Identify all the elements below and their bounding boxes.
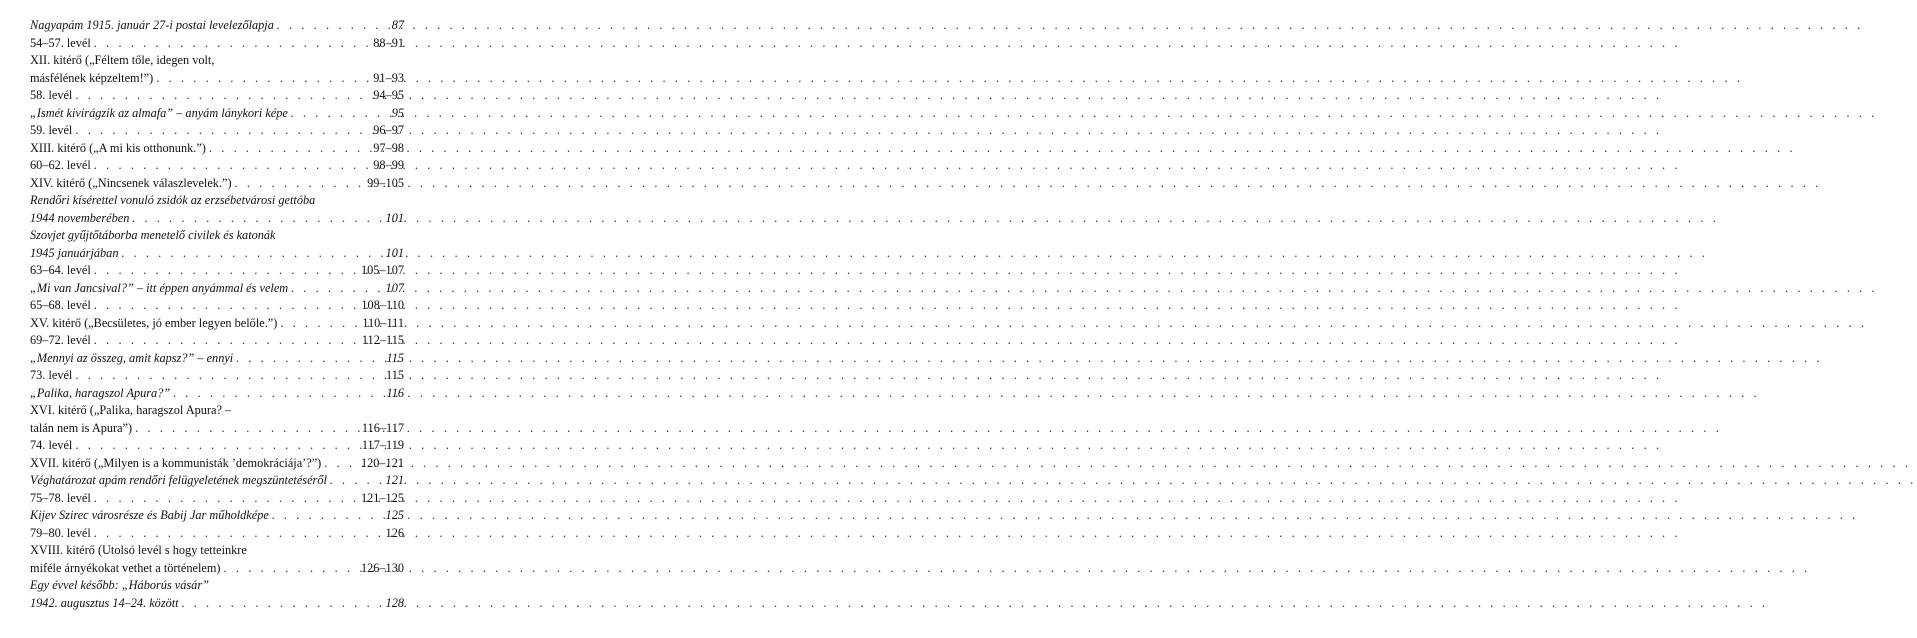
dot-leader [173, 385, 383, 403]
toc-entry-line [30, 560, 404, 578]
toc-entry-line [30, 420, 404, 438]
dot-leader [121, 245, 382, 263]
toc-entry [30, 525, 404, 543]
toc-page-number: 126–130 [360, 560, 404, 575]
toc-entry [30, 262, 404, 280]
toc-entry-title: 54–57. levél [30, 35, 91, 50]
toc-page-number: 108–110 [361, 298, 404, 312]
dot-leader [75, 122, 370, 140]
toc-entry-title: Szovjet gyűjtőtáborba menetelő civilek és katonák [30, 228, 276, 242]
toc-entry-line [30, 542, 404, 560]
toc-page-number: 128 [385, 595, 404, 610]
toc-page-number: 101 [385, 210, 404, 225]
toc-entry [30, 315, 404, 333]
dot-leader [94, 297, 359, 315]
dot-leader [330, 472, 383, 490]
toc-entry [30, 122, 404, 140]
toc-page-number: 120–121 [360, 455, 404, 470]
dot-leader [277, 17, 389, 35]
table-of-contents [30, 17, 404, 612]
toc-entry [30, 17, 404, 35]
toc-page-number: 101 [385, 245, 404, 260]
toc-entry [30, 507, 404, 525]
toc-entry [30, 367, 404, 385]
toc-page-number: 105–107 [360, 263, 404, 277]
toc-page-number: 125 [385, 508, 404, 522]
toc-page-number: 112–115 [361, 333, 404, 347]
toc-page-number: 116–117 [361, 420, 404, 435]
toc-entry-title: Rendőri kísérettel vonuló zsidók az erzsébetvárosi gettóba [30, 193, 316, 207]
toc-entry-title: 69–72. levél [30, 333, 91, 347]
dot-leader [236, 350, 383, 368]
toc-entry [30, 350, 404, 368]
toc-page-number: 87 [391, 18, 404, 32]
toc-entry-title: XII. kitérő („Féltem tőle, idegen volt, [30, 53, 215, 67]
toc-page-number: 107 [385, 280, 404, 295]
dot-leader [75, 367, 383, 385]
toc-entry-title: 79–80. levél [30, 525, 91, 540]
toc-entry [30, 297, 404, 315]
toc-entry [30, 87, 404, 105]
toc-page-number: 94–95 [373, 88, 404, 102]
toc-entry-title: 65–68. levél [30, 298, 91, 312]
toc-entry-title: 1945 januárjában [30, 245, 119, 260]
toc-entry-line [30, 210, 404, 228]
dot-leader [324, 455, 358, 473]
dot-leader [135, 420, 359, 438]
toc-page-number: 98–99 [373, 158, 404, 172]
toc-entry-title: 58. levél [30, 88, 73, 102]
toc-entry-title: 1942. augusztus 14–24. között [30, 595, 179, 610]
toc-entry-line [30, 245, 404, 263]
toc-entry [30, 175, 404, 193]
toc-page-number: 95 [391, 105, 404, 120]
dot-leader [291, 105, 389, 123]
dot-leader [75, 87, 370, 105]
dot-leader [235, 175, 365, 193]
toc-entry-line [30, 402, 404, 420]
toc-entry-line [30, 70, 404, 88]
toc-entry-title: XVI. kitérő („Palika, haragszol Apura? – [30, 403, 232, 417]
toc-page-number: 117–119 [361, 438, 404, 452]
toc-entry [30, 140, 404, 158]
dot-leader [156, 70, 370, 88]
toc-entry [30, 437, 404, 455]
toc-page-number: 96–97 [373, 123, 404, 137]
dot-leader [94, 262, 358, 280]
toc-entry-title: 59. levél [30, 123, 73, 137]
toc-entry-title: másfélének képzeltem!”) [30, 70, 154, 85]
dot-leader [209, 140, 370, 158]
toc-entry-title: Egy évvel később: „Háborús vásár” [30, 578, 209, 592]
toc-page-number: 91–93 [373, 70, 404, 85]
dot-leader [94, 332, 359, 350]
toc-entry-title: Véghatározat apám rendőri felügyeletének megszüntetéséről [30, 473, 327, 487]
toc-page-number: 115 [386, 368, 404, 382]
toc-entry-title: 60–62. levél [30, 158, 91, 172]
toc-entry-line [30, 227, 404, 245]
toc-page-number: 110–111 [362, 315, 404, 330]
toc-entry-title: XIV. kitérő („Nincsenek válaszlevelek.”) [30, 175, 232, 190]
toc-entry [30, 157, 404, 175]
dot-leader [291, 280, 382, 298]
toc-entry-title: XVII. kitérő („Milyen is a kommunisták ’demokráciája’?”) [30, 455, 322, 470]
toc-entry [30, 490, 404, 508]
dot-leader [75, 437, 359, 455]
dot-leader [280, 315, 359, 333]
toc-entry-title: 1944 novemberében [30, 210, 130, 225]
dot-leader [94, 157, 370, 175]
toc-entry-title: „Mennyi az összeg, amit kapsz?” – ennyi [30, 350, 234, 365]
toc-entry-title: 75–78. levél [30, 490, 91, 505]
dot-leader [182, 595, 383, 613]
toc-entry-line [30, 577, 404, 595]
toc-entry-line [30, 192, 404, 210]
toc-entry-title: „Palika, haragszol Apura?” [30, 385, 171, 400]
toc-entry-title: Kijev Szirec városrésze és Babij Jar műholdképe [30, 508, 269, 522]
dot-leader [94, 35, 370, 53]
toc-entry-line [30, 595, 404, 613]
toc-entry-title: 73. levél [30, 368, 73, 382]
toc-entry-line [30, 52, 404, 70]
dot-leader [272, 507, 383, 525]
toc-page-number: 121 [385, 473, 404, 487]
toc-entry [30, 280, 404, 298]
toc-entry-title: XVIII. kitérő (Utolsó levél s hogy tetteinkre [30, 543, 247, 557]
toc-page-number: 121–125 [360, 490, 404, 505]
toc-entry-title: „Ismét kivirágzik az almafa” – anyám lánykori képe [30, 105, 288, 120]
toc-page-number: 115 [386, 350, 404, 365]
toc-entry-title: Nagyapám 1915. január 27-i postai levelezőlapja [30, 18, 274, 32]
dot-leader [132, 210, 382, 228]
toc-page-number: 116 [386, 385, 404, 400]
toc-entry-title: „Mi van Jancsival?” – itt éppen anyámmal és velem [30, 280, 289, 295]
toc-entry-title: talán nem is Apura”) [30, 420, 133, 435]
toc-entry [30, 332, 404, 350]
toc-page-number: 126 [385, 525, 404, 540]
toc-entry-title: XV. kitérő („Becsületes, jó ember legyen belőle.”) [30, 315, 278, 330]
dot-leader [94, 490, 358, 508]
toc-page-number: 97–98 [373, 140, 404, 155]
toc-entry [30, 472, 404, 490]
toc-entry-title: 74. levél [30, 438, 73, 452]
toc-entry [30, 455, 404, 473]
dot-leader [224, 560, 358, 578]
toc-entry [30, 35, 404, 53]
toc-entry [30, 105, 404, 123]
toc-entry-title: XIII. kitérő („A mi kis otthonunk.”) [30, 140, 206, 155]
toc-entry-title: 63–64. levél [30, 263, 91, 277]
dot-leader [94, 525, 383, 543]
toc-page-number: 88–91 [373, 35, 404, 50]
toc-entry [30, 385, 404, 403]
toc-entry-title: miféle árnyékokat vethet a történelem) [30, 560, 221, 575]
toc-page-number: 99–105 [367, 175, 404, 190]
